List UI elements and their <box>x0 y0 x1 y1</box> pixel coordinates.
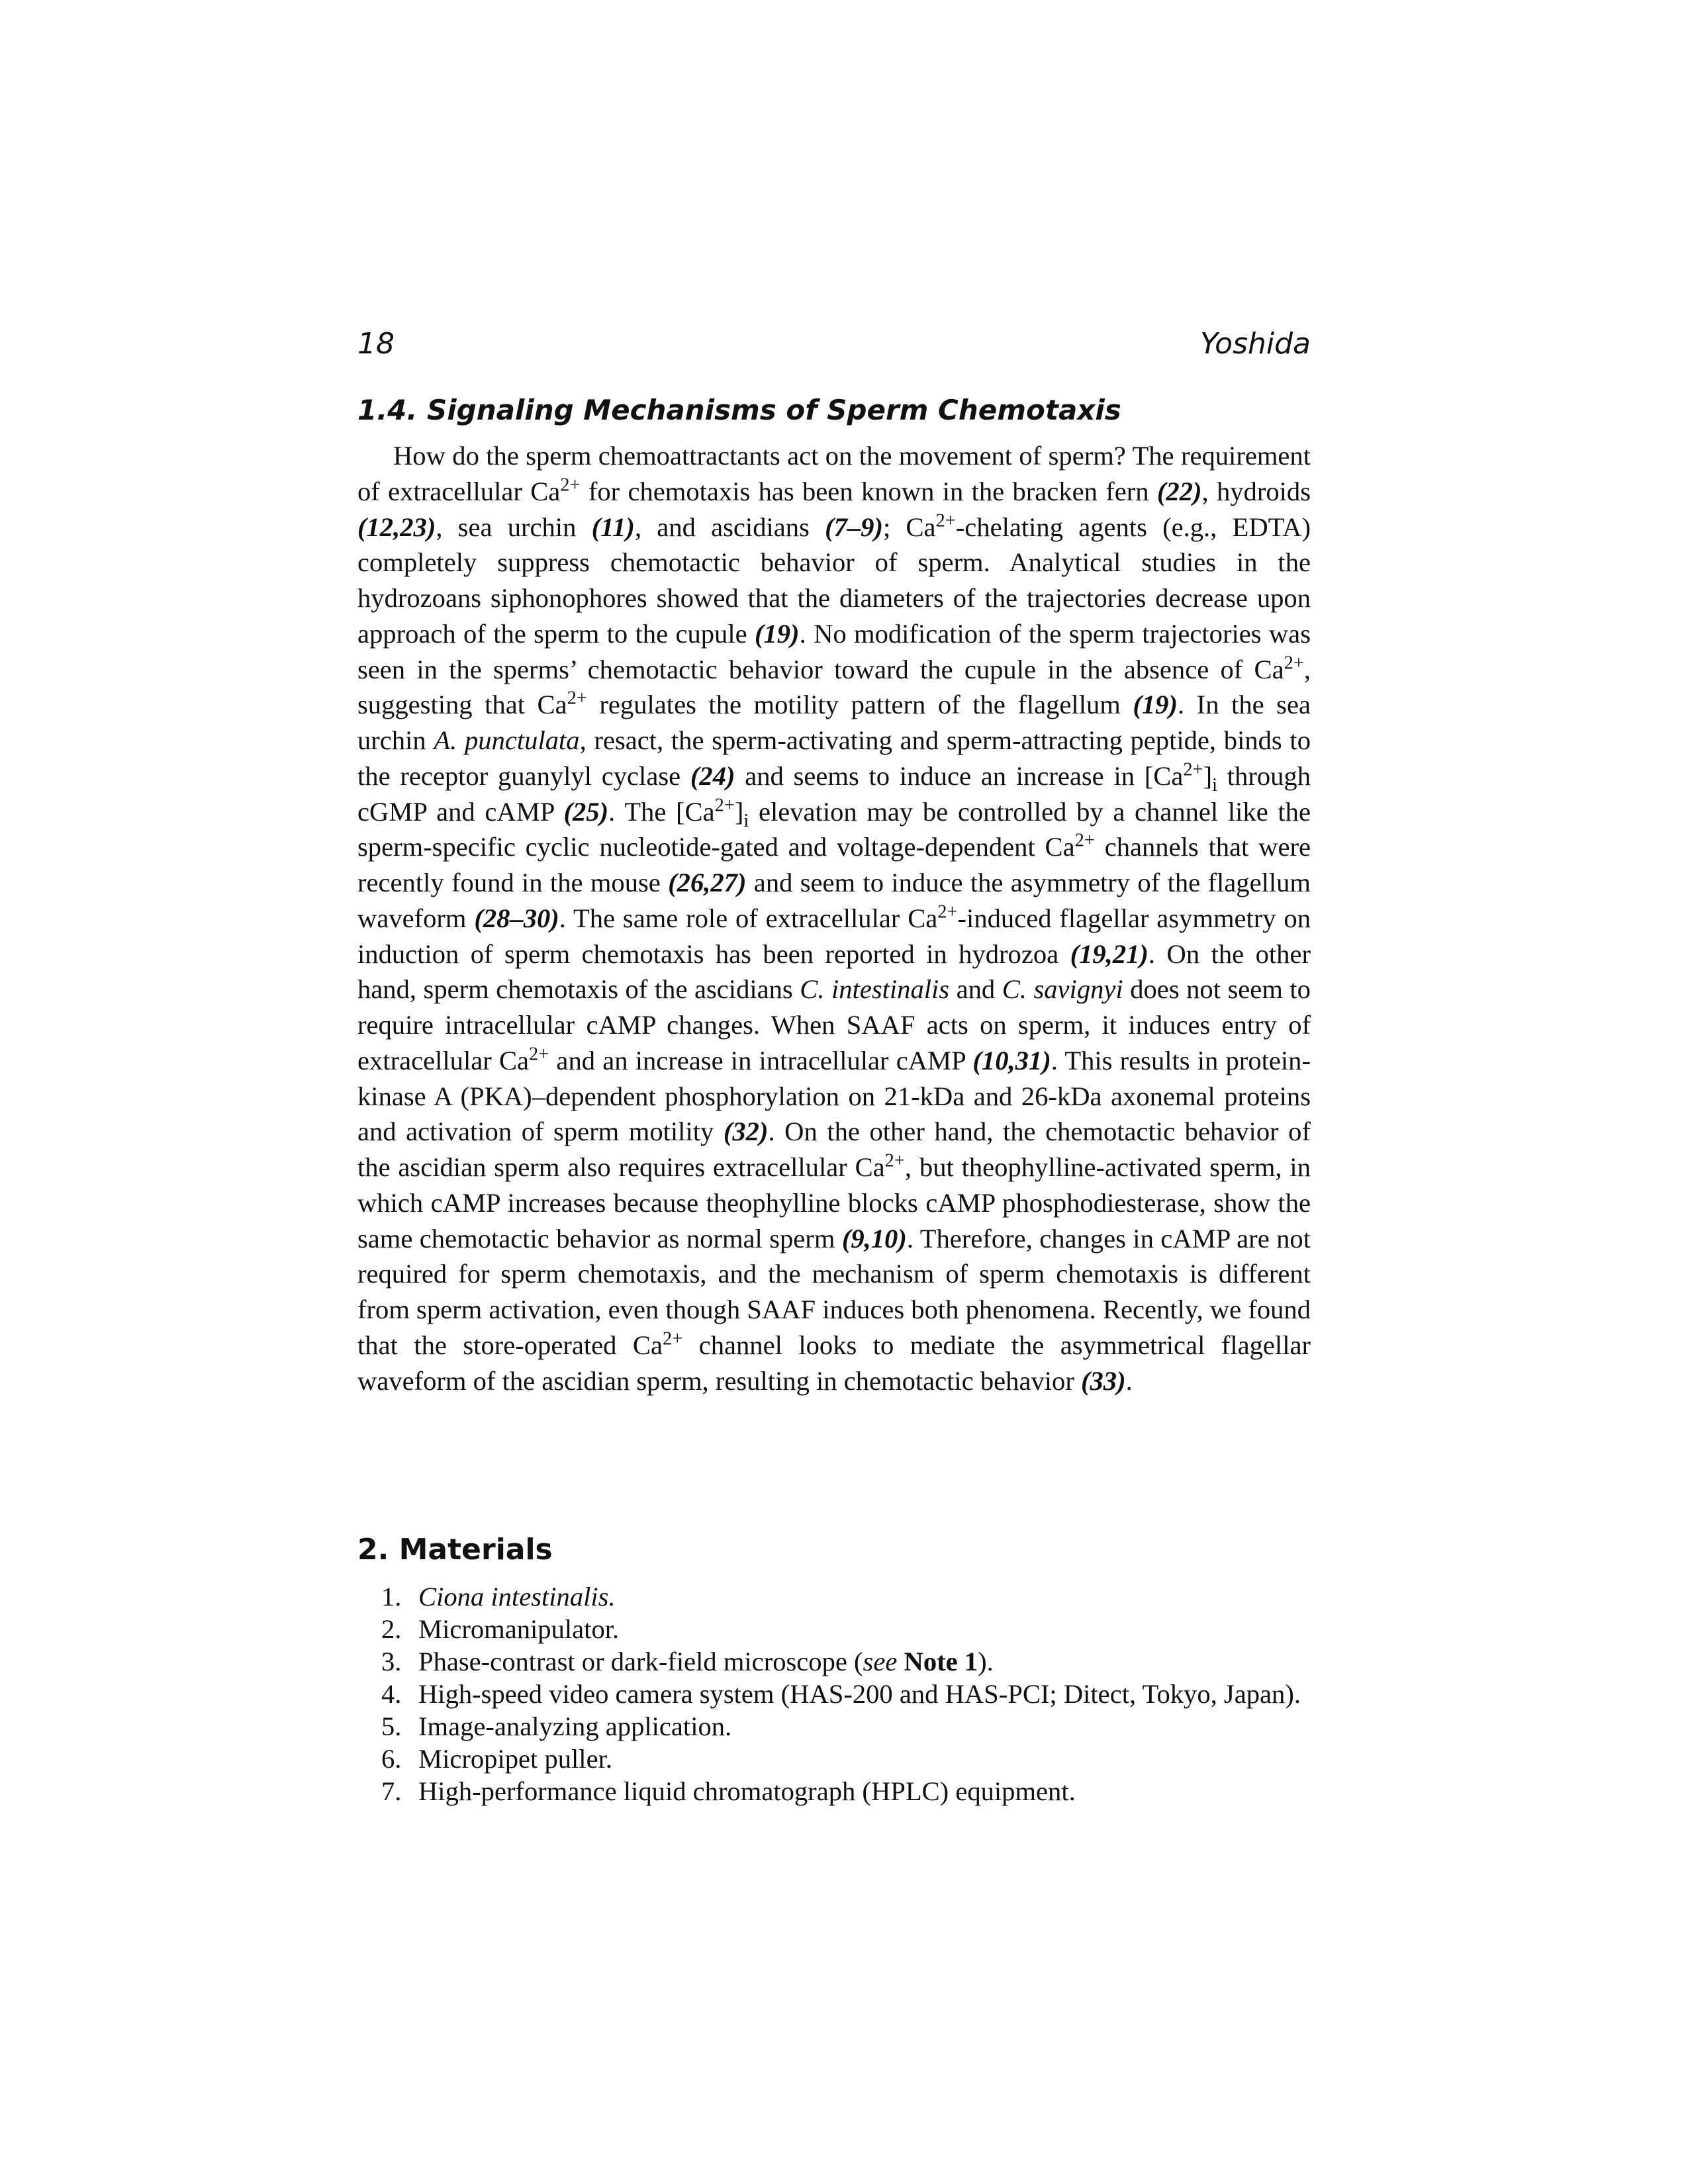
paragraph-text-segment: ; Ca <box>882 512 936 542</box>
paragraph-text-segment: (32) <box>723 1116 769 1147</box>
paragraph-text-segment: . In the sea urchin <box>357 690 1311 755</box>
list-item-text-segment: Micropipet puller. <box>418 1744 613 1774</box>
paragraph-text-segment: , sea urchin <box>436 512 592 542</box>
running-header-author: Yoshida <box>1200 327 1311 361</box>
paragraph-text-segment: and an increase in intracellular cAMP <box>549 1045 973 1075</box>
materials-list-item <box>357 1580 1311 1613</box>
materials-list-item <box>357 1743 1311 1775</box>
paragraph-text-segment: (19) <box>1133 690 1178 720</box>
paragraph-text-segment: elevation may be controlled by a channel like the sperm-specific cyclic nucleotide-gated and voltage-dependent Ca <box>357 796 1311 862</box>
paragraph-text-segment: (19,21) <box>1070 938 1149 969</box>
list-item-number: 1. <box>381 1582 402 1612</box>
list-item-text-segment: Image-analyzing application. <box>418 1711 732 1741</box>
page-number: 18 <box>357 327 395 361</box>
paragraph-text-segment: channel looks to mediate the asymmetrical flagellar waveform of the ascidian sperm, resulting in chemotactic behavior <box>357 1330 1311 1396</box>
paragraph-text-segment: 2+ <box>560 475 581 496</box>
section-heading-1-4: 1.4. Signaling Mechanisms of Sperm Chemotaxis <box>357 394 1121 426</box>
paragraph-text-segment: . Therefore, changes in cAMP are not required for sperm chemotaxis, and the mechanism of sperm chemotaxis is different from sperm activation, even though SAAF induces both phenomena. Recently, we found that the store-operated Ca <box>357 1223 1311 1360</box>
list-item-number: 6. <box>381 1744 402 1774</box>
paragraph-text-segment: (28–30) <box>474 903 559 933</box>
paragraph-text-segment: How do the sperm chemoattractants act on the movement of sperm? The requirement of extracellular Ca <box>357 441 1311 506</box>
paragraph-text-segment: . On the other hand, the chemotactic behavior of the ascidian sperm also requires extracellular Ca <box>357 1116 1311 1182</box>
materials-list-item <box>357 1775 1311 1807</box>
paragraph-text-segment: , but theophylline-activated sperm, in which cAMP increases because theophylline blocks cAMP phosphodiesterase, show the same chemotactic behavior as normal sperm <box>357 1152 1311 1253</box>
paragraph-text-segment: . The same role of extracellular Ca <box>559 903 938 933</box>
paragraph-text-segment: 2+ <box>884 1150 905 1171</box>
list-item-number: 2. <box>381 1614 402 1644</box>
paragraph-text-segment: (9,10) <box>841 1223 907 1253</box>
paragraph-text-segment: -chelating agents (e.g., EDTA) completely suppress chemotactic behavior of sperm. Analytical studies in the hydrozoans siphonophores showed that the diameters of the trajectories decrease upon approach of the sperm to the cupule <box>357 512 1311 649</box>
paragraph-text-segment: does not seem to require intracellular cAMP changes. When SAAF acts on sperm, it induces entry of extracellular Ca <box>357 974 1311 1075</box>
paragraph-text-segment: (24) <box>690 760 735 791</box>
paragraph-text-segment: (10,31) <box>972 1045 1051 1075</box>
list-item-text-segment: see <box>863 1647 898 1676</box>
paragraph-text-segment: , resact, the sperm-activating and sperm-attracting peptide, binds to the receptor guanylyl cyclase <box>357 725 1311 791</box>
list-item-text-segment: Ciona intestinalis. <box>418 1582 616 1612</box>
paragraph-text-segment: (26,27) <box>668 868 747 897</box>
paragraph-text-segment: i <box>743 810 749 831</box>
list-item-text-segment: Phase-contrast or dark-field microscope ( <box>418 1647 863 1676</box>
paragraph-text-segment: and seems to induce an increase in [Ca <box>735 760 1184 791</box>
paragraph-text-segment: 2+ <box>714 794 735 815</box>
paragraph-text-segment: (12,23) <box>357 512 436 542</box>
paragraph-text-segment: 2+ <box>1183 759 1203 780</box>
paragraph-text-segment: . On the other hand, sperm chemotaxis of the ascidians <box>357 938 1311 1005</box>
list-item-number: 5. <box>381 1711 402 1741</box>
paragraph-text-segment: 2+ <box>1074 830 1095 851</box>
paragraph-text-segment: (11) <box>591 512 635 542</box>
paragraph-text-segment: C. savignyi <box>1002 974 1123 1005</box>
list-item-text-segment: Micromanipulator. <box>418 1614 620 1644</box>
list-item-number: 4. <box>381 1679 402 1709</box>
paragraph-text-segment: (22) <box>1156 476 1202 506</box>
paragraph-text-segment: , hydroids <box>1201 476 1311 506</box>
paragraph-text-segment: 2+ <box>935 510 956 531</box>
materials-list-item <box>357 1645 1311 1678</box>
list-item-number: 7. <box>381 1776 402 1806</box>
paragraph-text-segment: C. intestinalis <box>800 974 950 1005</box>
section-heading-materials: 2. Materials <box>357 1533 553 1567</box>
section-1-4-paragraph <box>357 438 1311 1398</box>
paragraph-text-segment: . The [Ca <box>608 796 715 827</box>
list-item-text-segment: High-performance liquid chromatograph (HPLC) equipment. <box>418 1776 1076 1806</box>
paragraph-text-segment: channels that were recently found in the mouse <box>357 832 1311 897</box>
paragraph-text-segment: ] <box>1203 760 1213 791</box>
materials-list-item <box>357 1613 1311 1645</box>
paragraph-text-segment: and seem to induce the asymmetry of the flagellum waveform <box>357 868 1311 933</box>
paragraph-text-segment: (25) <box>563 796 609 827</box>
paragraph-text-segment: . <box>1125 1365 1133 1396</box>
list-item-text-segment: Note 1 <box>904 1647 978 1676</box>
paragraph-text-segment: , and ascidians <box>634 512 825 542</box>
list-item-text-segment: ). <box>978 1647 994 1676</box>
paragraph-text-segment: i <box>1212 774 1217 796</box>
list-item-text-segment <box>897 1647 904 1676</box>
paragraph-text-segment: 2+ <box>937 901 958 923</box>
materials-list-item <box>357 1678 1311 1710</box>
list-item-text-segment: High-speed video camera system (HAS-200 and HAS-PCI; Ditect, Tokyo, Japan). <box>418 1679 1301 1709</box>
paragraph-text-segment: 2+ <box>1284 652 1304 673</box>
materials-list-item <box>357 1710 1311 1743</box>
paragraph-text-segment: and <box>949 974 1002 1005</box>
paragraph-text-segment: 2+ <box>529 1044 549 1065</box>
paragraph-text-segment: regulates the motility pattern of the flagellum <box>586 690 1133 720</box>
paragraph-text-segment: , suggesting that Ca <box>357 654 1311 720</box>
paragraph-text-segment: . No modification of the sperm trajectories was seen in the sperms’ chemotactic behavior toward the cupule in the absence of Ca <box>357 618 1311 684</box>
paragraph-text-segment: for chemotaxis has been known in the bracken fern <box>580 476 1157 506</box>
paragraph-text-segment: -induced flagellar asymmetry on induction of sperm chemotaxis has been reported in hydrozoa <box>357 903 1311 969</box>
paragraph-text-segment: 2+ <box>663 1328 683 1349</box>
running-header <box>357 323 1311 365</box>
paragraph-text-segment: (33) <box>1080 1365 1126 1396</box>
paragraph-text-segment: through cGMP and cAMP <box>357 760 1311 827</box>
paragraph-text-segment: ] <box>734 796 744 827</box>
paragraph-text-segment: (7–9) <box>825 512 883 542</box>
paragraph-text-segment: 2+ <box>567 688 587 709</box>
paragraph-text-segment: . This results in protein-kinase A (PKA)–dependent phosphorylation on 21-kDa and 26-kDa axonemal proteins and activation of sperm motility <box>357 1045 1311 1147</box>
paragraph-text-segment: A. punctulata <box>434 725 580 755</box>
paragraph-text-segment: (19) <box>754 618 800 649</box>
materials-list <box>357 1580 1311 1807</box>
list-item-number: 3. <box>381 1647 402 1676</box>
